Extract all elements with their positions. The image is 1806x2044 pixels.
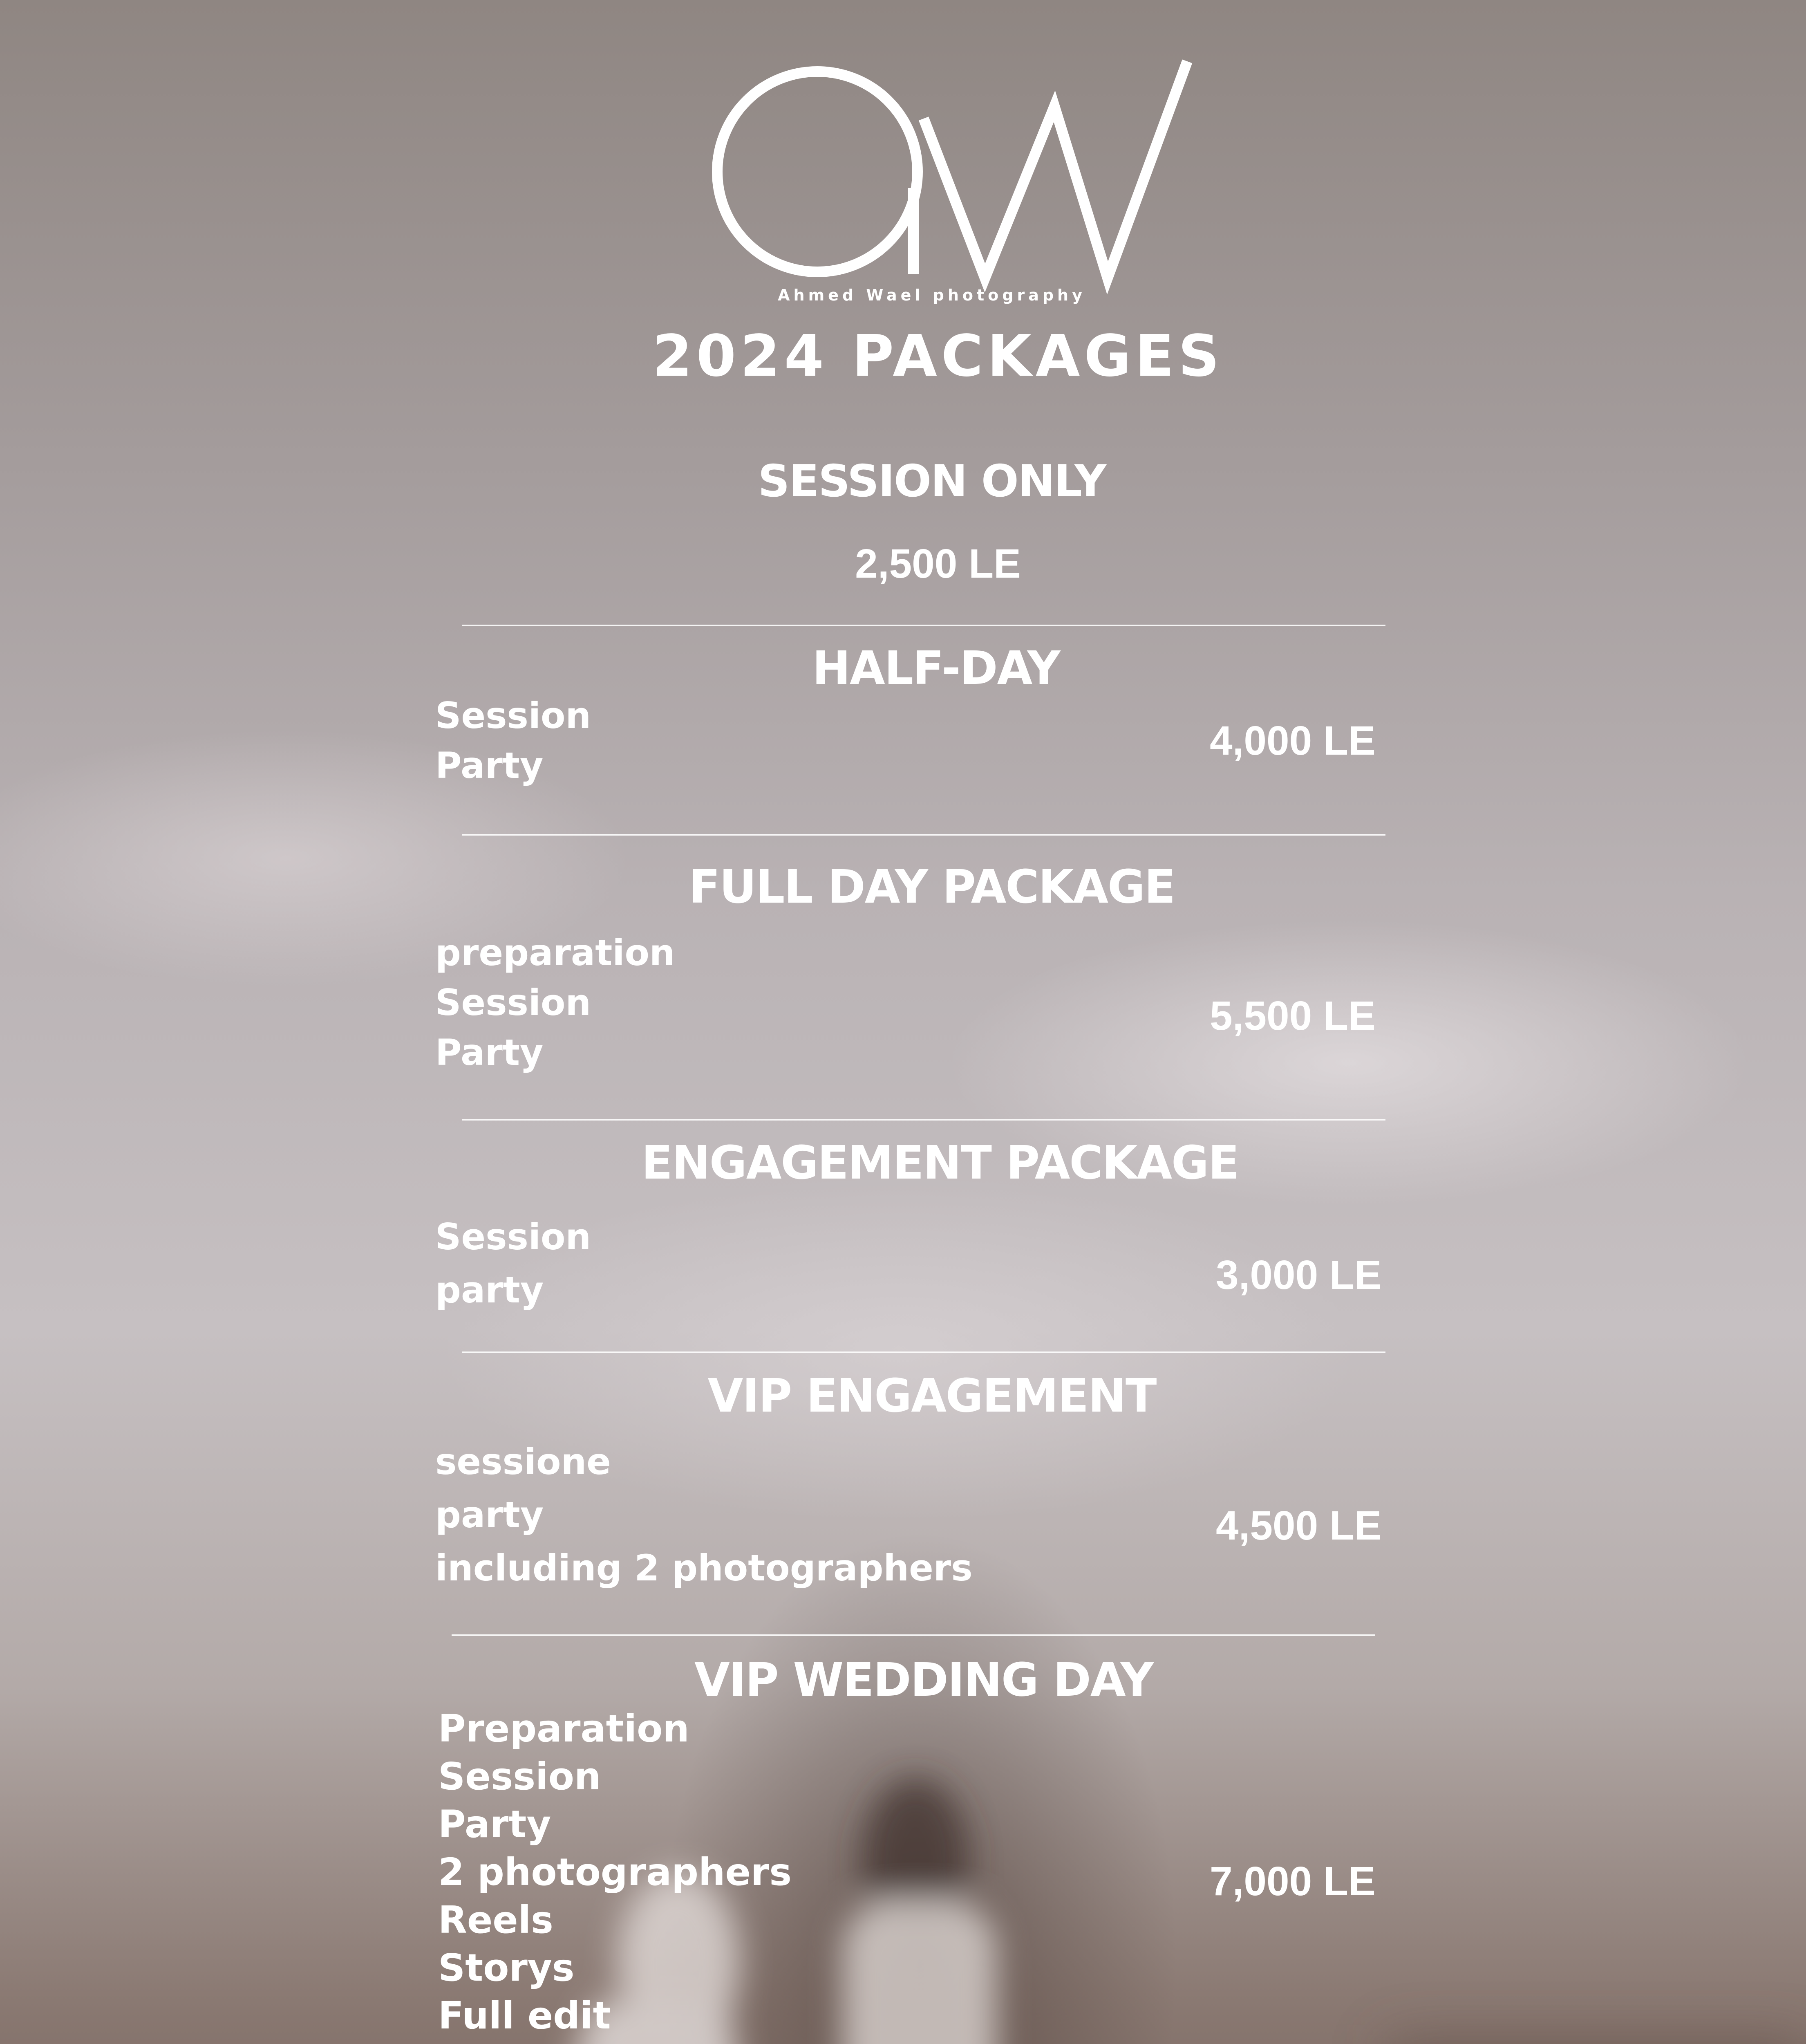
list-item: Party <box>435 744 544 787</box>
package-price-vip-engagement: 4,500 LE <box>1216 1503 1382 1549</box>
package-items-vip-wedding <box>438 1705 792 2040</box>
package-price-full-day: 5,500 LE <box>1210 993 1376 1039</box>
divider <box>462 1351 1385 1353</box>
package-price-session-only: 2,500 LE <box>855 541 1021 587</box>
package-title-vip-wedding: VIP WEDDING DAY <box>694 1654 1153 1707</box>
package-title-half-day: HALF-DAY <box>812 642 1060 695</box>
list-item: Reels <box>438 1898 553 1942</box>
package-items-full-day <box>435 928 675 1078</box>
list-item: Party <box>435 1031 544 1074</box>
page-title: 2024 PACKAGES <box>652 323 1224 390</box>
package-title-engagement: ENGAGEMENT PACKAGE <box>641 1136 1239 1190</box>
package-items-engagement <box>435 1212 591 1318</box>
list-item: Preparation <box>438 1707 689 1750</box>
package-title-full-day: FULL DAY PACKAGE <box>689 861 1175 914</box>
package-price-engagement: 3,000 LE <box>1216 1252 1382 1298</box>
divider <box>462 1119 1385 1121</box>
logo-monogram <box>695 53 1202 315</box>
package-price-half-day: 4,000 LE <box>1210 718 1376 764</box>
list-item: Session <box>435 982 591 1024</box>
list-item: Full edit <box>438 1994 611 2037</box>
list-item: 2 photographers <box>438 1850 792 1894</box>
list-item: preparation <box>435 932 675 974</box>
package-title-vip-engagement: VIP ENGAGEMENT <box>707 1369 1156 1423</box>
divider <box>462 625 1385 626</box>
divider <box>462 834 1385 836</box>
list-item: party <box>435 1494 544 1536</box>
list-item: Session <box>435 695 591 737</box>
list-item: party <box>435 1269 544 1311</box>
list-item: sessione <box>435 1441 611 1483</box>
package-price-vip-wedding: 7,000 LE <box>1210 1858 1376 1904</box>
list-item: Party <box>438 1802 551 1846</box>
package-items-vip-engagement <box>435 1437 973 1596</box>
list-item: Storys <box>438 1946 575 1990</box>
package-items-half-day <box>435 691 591 791</box>
list-item: Session <box>438 1755 601 1798</box>
divider <box>452 1634 1375 1636</box>
list-item: including 2 photographers <box>435 1547 973 1589</box>
list-item: Session <box>435 1216 591 1258</box>
logo-tagline: Ahmed Wael photography <box>778 286 1086 304</box>
package-title-session-only: SESSION ONLY <box>758 456 1106 507</box>
